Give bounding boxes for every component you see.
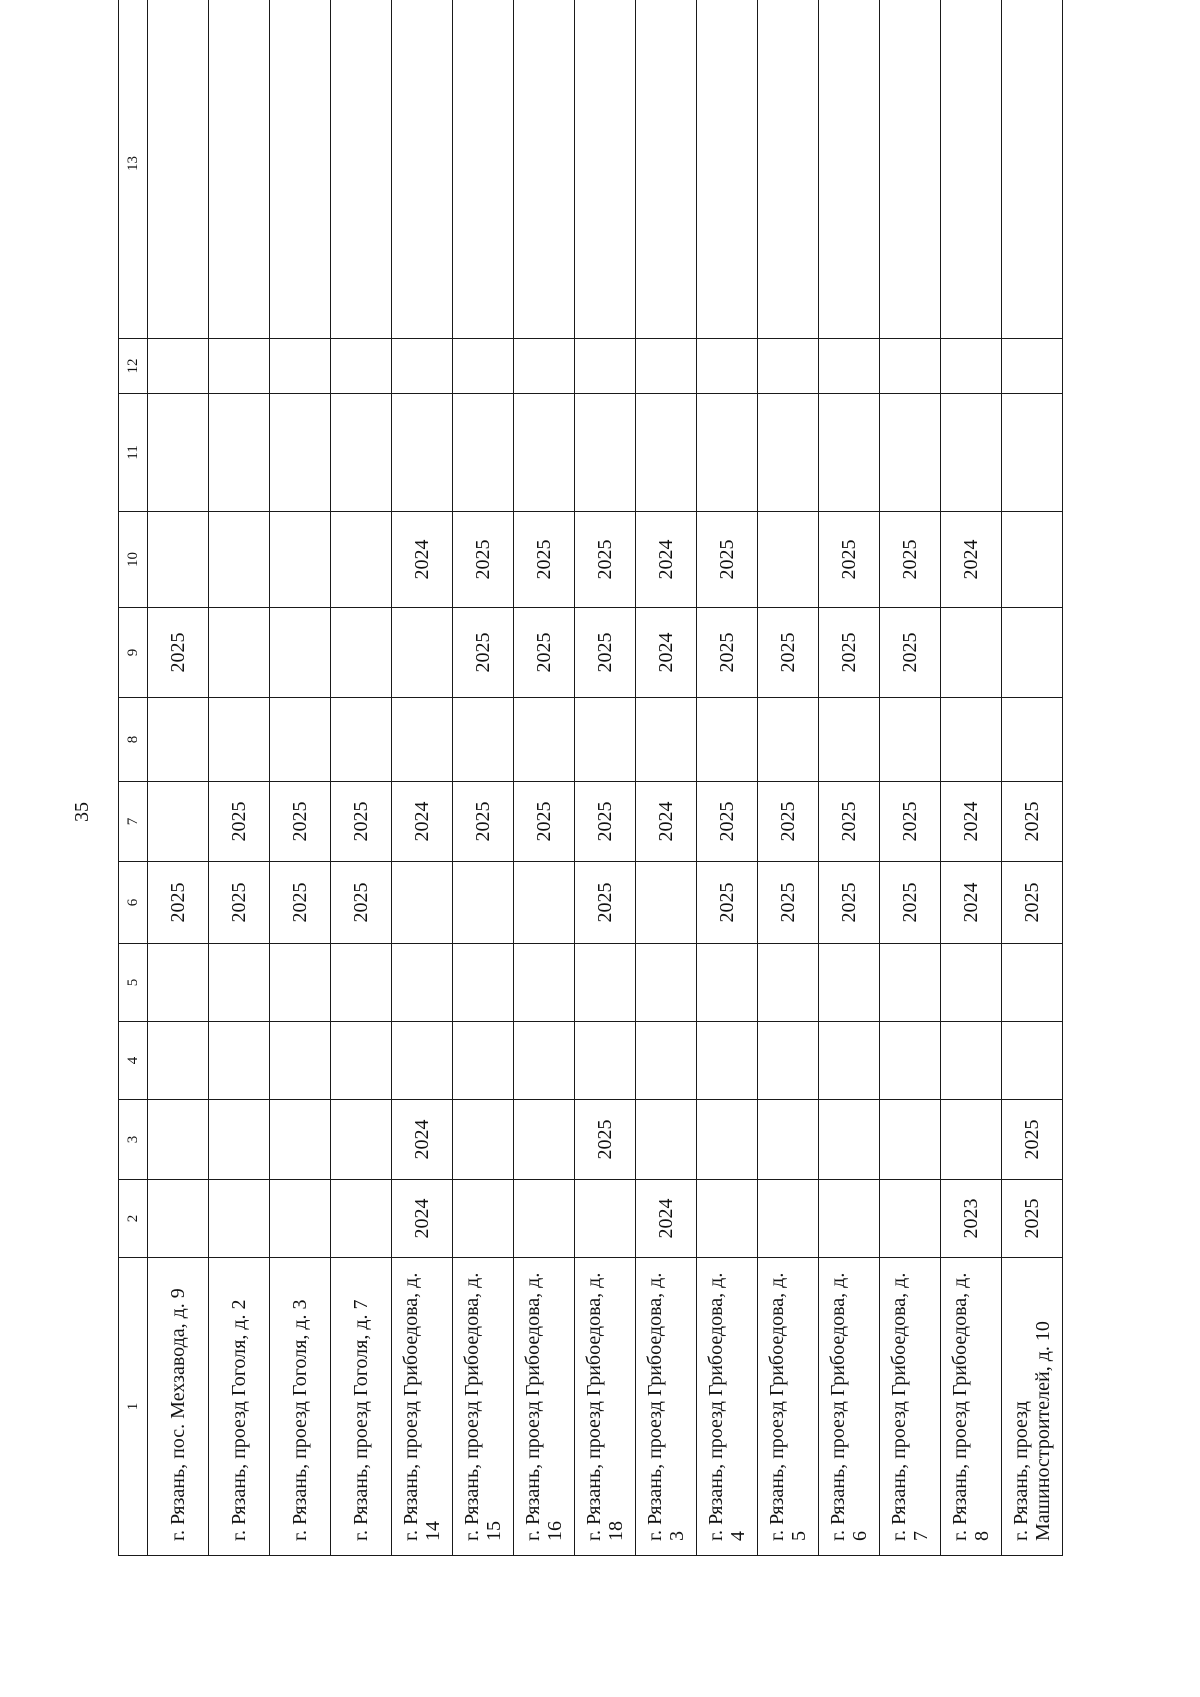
year-cell-col-6 <box>514 862 575 944</box>
address-cell: г. Рязань, проезд Гоголя, д. 2 <box>209 1258 270 1556</box>
year-cell-col-10: 2024 <box>636 512 697 608</box>
year-cell-col-2 <box>758 1180 819 1258</box>
year-cell-col-8 <box>270 698 331 782</box>
year-cell-col-12 <box>392 339 453 394</box>
column-header-4: 4 <box>119 1022 148 1100</box>
year-cell-col-2: 2024 <box>636 1180 697 1258</box>
repair-schedule-table <box>118 0 1063 1556</box>
column-header-10: 10 <box>119 512 148 608</box>
table-body <box>119 0 1063 1556</box>
year-cell-col-13 <box>758 0 819 339</box>
year-cell-col-11 <box>148 394 209 512</box>
year-cell-col-7: 2025 <box>758 782 819 862</box>
year-cell-col-7: 2025 <box>514 782 575 862</box>
year-cell-col-8 <box>697 698 758 782</box>
address-cell: г. Рязань, проезд Грибоедова, д. 8 <box>941 1258 1002 1556</box>
address-cell: г. Рязань, проезд Грибоедова, д. 4 <box>697 1258 758 1556</box>
year-cell-col-6: 2025 <box>758 862 819 944</box>
year-cell-col-11 <box>209 394 270 512</box>
year-cell-col-9 <box>209 608 270 698</box>
year-cell-col-5 <box>880 944 941 1022</box>
year-cell-col-10: 2025 <box>514 512 575 608</box>
year-cell-col-8 <box>1002 698 1063 782</box>
address-cell: г. Рязань, проезд Грибоедова, д. 18 <box>575 1258 636 1556</box>
header-row <box>119 0 148 1556</box>
column-header-11: 11 <box>119 394 148 512</box>
table-row <box>1002 0 1063 1556</box>
year-cell-col-7: 2025 <box>697 782 758 862</box>
year-cell-col-13 <box>819 0 880 339</box>
year-cell-col-10: 2024 <box>941 512 1002 608</box>
year-cell-col-9: 2025 <box>880 608 941 698</box>
year-cell-col-8 <box>575 698 636 782</box>
year-cell-col-11 <box>941 394 1002 512</box>
year-cell-col-10: 2025 <box>819 512 880 608</box>
year-cell-col-2 <box>331 1180 392 1258</box>
year-cell-col-9 <box>941 608 1002 698</box>
year-cell-col-3: 2025 <box>1002 1100 1063 1180</box>
address-cell: г. Рязань, проезд Грибоедова, д. 14 <box>392 1258 453 1556</box>
year-cell-col-6 <box>453 862 514 944</box>
year-cell-col-6: 2025 <box>1002 862 1063 944</box>
year-cell-col-5 <box>209 944 270 1022</box>
year-cell-col-4 <box>1002 1022 1063 1100</box>
year-cell-col-5 <box>1002 944 1063 1022</box>
year-cell-col-12 <box>270 339 331 394</box>
year-cell-col-8 <box>880 698 941 782</box>
year-cell-col-7: 2024 <box>392 782 453 862</box>
year-cell-col-5 <box>270 944 331 1022</box>
year-cell-col-2 <box>819 1180 880 1258</box>
year-cell-col-9: 2025 <box>758 608 819 698</box>
column-header-3: 3 <box>119 1100 148 1180</box>
table-row <box>941 0 1002 1556</box>
year-cell-col-13 <box>331 0 392 339</box>
year-cell-col-12 <box>575 339 636 394</box>
year-cell-col-3 <box>758 1100 819 1180</box>
year-cell-col-6: 2025 <box>575 862 636 944</box>
year-cell-col-3 <box>819 1100 880 1180</box>
year-cell-col-12 <box>1002 339 1063 394</box>
year-cell-col-11 <box>453 394 514 512</box>
year-cell-col-5 <box>331 944 392 1022</box>
year-cell-col-5 <box>575 944 636 1022</box>
year-cell-col-4 <box>758 1022 819 1100</box>
year-cell-col-10 <box>209 512 270 608</box>
year-cell-col-10: 2025 <box>575 512 636 608</box>
year-cell-col-6 <box>392 862 453 944</box>
column-header-8: 8 <box>119 698 148 782</box>
column-header-7: 7 <box>119 782 148 862</box>
year-cell-col-4 <box>819 1022 880 1100</box>
year-cell-col-10 <box>758 512 819 608</box>
year-cell-col-4 <box>148 1022 209 1100</box>
year-cell-col-11 <box>697 394 758 512</box>
year-cell-col-13 <box>270 0 331 339</box>
year-cell-col-12 <box>697 339 758 394</box>
address-cell: г. Рязань, проезд Грибоедова, д. 16 <box>514 1258 575 1556</box>
year-cell-col-2 <box>880 1180 941 1258</box>
year-cell-col-12 <box>758 339 819 394</box>
year-cell-col-11 <box>880 394 941 512</box>
year-cell-col-3 <box>880 1100 941 1180</box>
year-cell-col-11 <box>758 394 819 512</box>
year-cell-col-13 <box>148 0 209 339</box>
year-cell-col-7: 2025 <box>819 782 880 862</box>
year-cell-col-13 <box>941 0 1002 339</box>
year-cell-col-3 <box>209 1100 270 1180</box>
year-cell-col-7: 2025 <box>331 782 392 862</box>
year-cell-col-2 <box>148 1180 209 1258</box>
year-cell-col-6: 2025 <box>148 862 209 944</box>
year-cell-col-3 <box>453 1100 514 1180</box>
year-cell-col-5 <box>392 944 453 1022</box>
year-cell-col-10: 2025 <box>453 512 514 608</box>
year-cell-col-9 <box>331 608 392 698</box>
column-header-9: 9 <box>119 608 148 698</box>
year-cell-col-4 <box>270 1022 331 1100</box>
year-cell-col-11 <box>819 394 880 512</box>
year-cell-col-5 <box>453 944 514 1022</box>
year-cell-col-4 <box>880 1022 941 1100</box>
year-cell-col-4 <box>636 1022 697 1100</box>
column-header-13: 13 <box>119 0 148 339</box>
address-cell: г. Рязань, проезд Грибоедова, д. 6 <box>819 1258 880 1556</box>
address-cell: г. Рязань, проезд Грибоедова, д. 5 <box>758 1258 819 1556</box>
column-header-1: 1 <box>119 1258 148 1556</box>
year-cell-col-4 <box>697 1022 758 1100</box>
column-header-2: 2 <box>119 1180 148 1258</box>
column-header-6: 6 <box>119 862 148 944</box>
year-cell-col-9: 2025 <box>575 608 636 698</box>
year-cell-col-12 <box>514 339 575 394</box>
year-cell-col-7: 2025 <box>453 782 514 862</box>
year-cell-col-3 <box>270 1100 331 1180</box>
year-cell-col-3: 2024 <box>392 1100 453 1180</box>
year-cell-col-9: 2025 <box>819 608 880 698</box>
year-cell-col-12 <box>148 339 209 394</box>
table-row <box>148 0 209 1556</box>
column-header-5: 5 <box>119 944 148 1022</box>
year-cell-col-4 <box>331 1022 392 1100</box>
table-row <box>636 0 697 1556</box>
table-row <box>575 0 636 1556</box>
year-cell-col-12 <box>453 339 514 394</box>
year-cell-col-12 <box>636 339 697 394</box>
year-cell-col-5 <box>636 944 697 1022</box>
year-cell-col-6: 2024 <box>941 862 1002 944</box>
year-cell-col-5 <box>819 944 880 1022</box>
year-cell-col-7: 2024 <box>636 782 697 862</box>
year-cell-col-8 <box>514 698 575 782</box>
year-cell-col-10 <box>270 512 331 608</box>
year-cell-col-2: 2025 <box>1002 1180 1063 1258</box>
year-cell-col-13 <box>880 0 941 339</box>
year-cell-col-8 <box>758 698 819 782</box>
year-cell-col-13 <box>453 0 514 339</box>
year-cell-col-10: 2024 <box>392 512 453 608</box>
year-cell-col-8 <box>819 698 880 782</box>
table-row <box>209 0 270 1556</box>
table-row <box>453 0 514 1556</box>
year-cell-col-2 <box>514 1180 575 1258</box>
table-row <box>758 0 819 1556</box>
year-cell-col-8 <box>209 698 270 782</box>
address-cell: г. Рязань, проезд Машиностроителей, д. 10 <box>1002 1258 1063 1556</box>
year-cell-col-8 <box>941 698 1002 782</box>
year-cell-col-11 <box>270 394 331 512</box>
table-row <box>270 0 331 1556</box>
table-row <box>514 0 575 1556</box>
year-cell-col-7: 2025 <box>880 782 941 862</box>
year-cell-col-3 <box>514 1100 575 1180</box>
year-cell-col-3 <box>636 1100 697 1180</box>
year-cell-col-9: 2024 <box>636 608 697 698</box>
year-cell-col-11 <box>392 394 453 512</box>
year-cell-col-9: 2025 <box>453 608 514 698</box>
year-cell-col-12 <box>331 339 392 394</box>
rotated-table-wrapper <box>118 89 1078 1556</box>
year-cell-col-5 <box>758 944 819 1022</box>
year-cell-col-2 <box>697 1180 758 1258</box>
year-cell-col-4 <box>209 1022 270 1100</box>
year-cell-col-7 <box>148 782 209 862</box>
address-cell: г. Рязань, проезд Грибоедова, д. 3 <box>636 1258 697 1556</box>
address-cell: г. Рязань, пос. Мехзавода, д. 9 <box>148 1258 209 1556</box>
year-cell-col-13 <box>697 0 758 339</box>
table-row <box>697 0 758 1556</box>
year-cell-col-10 <box>331 512 392 608</box>
column-header-12: 12 <box>119 339 148 394</box>
year-cell-col-10 <box>148 512 209 608</box>
year-cell-col-2 <box>209 1180 270 1258</box>
year-cell-col-9 <box>392 608 453 698</box>
year-cell-col-2: 2024 <box>392 1180 453 1258</box>
year-cell-col-4 <box>453 1022 514 1100</box>
year-cell-col-12 <box>209 339 270 394</box>
year-cell-col-4 <box>575 1022 636 1100</box>
year-cell-col-13 <box>514 0 575 339</box>
year-cell-col-9 <box>270 608 331 698</box>
address-cell: г. Рязань, проезд Грибоедова, д. 15 <box>453 1258 514 1556</box>
year-cell-col-13 <box>1002 0 1063 339</box>
year-cell-col-8 <box>453 698 514 782</box>
year-cell-col-9 <box>1002 608 1063 698</box>
year-cell-col-6: 2025 <box>819 862 880 944</box>
table-row <box>819 0 880 1556</box>
year-cell-col-12 <box>819 339 880 394</box>
year-cell-col-13 <box>209 0 270 339</box>
table-row <box>880 0 941 1556</box>
year-cell-col-9: 2025 <box>514 608 575 698</box>
year-cell-col-6: 2025 <box>331 862 392 944</box>
year-cell-col-10 <box>1002 512 1063 608</box>
year-cell-col-5 <box>941 944 1002 1022</box>
year-cell-col-3 <box>331 1100 392 1180</box>
year-cell-col-11 <box>514 394 575 512</box>
address-cell: г. Рязань, проезд Грибоедова, д. 7 <box>880 1258 941 1556</box>
year-cell-col-6: 2025 <box>209 862 270 944</box>
year-cell-col-4 <box>392 1022 453 1100</box>
year-cell-col-4 <box>941 1022 1002 1100</box>
year-cell-col-8 <box>392 698 453 782</box>
address-cell: г. Рязань, проезд Гоголя, д. 3 <box>270 1258 331 1556</box>
year-cell-col-6: 2025 <box>697 862 758 944</box>
year-cell-col-12 <box>941 339 1002 394</box>
year-cell-col-11 <box>636 394 697 512</box>
year-cell-col-2: 2023 <box>941 1180 1002 1258</box>
year-cell-col-7: 2025 <box>270 782 331 862</box>
year-cell-col-5 <box>148 944 209 1022</box>
year-cell-col-3 <box>697 1100 758 1180</box>
year-cell-col-7: 2025 <box>1002 782 1063 862</box>
year-cell-col-3 <box>941 1100 1002 1180</box>
year-cell-col-2 <box>575 1180 636 1258</box>
year-cell-col-13 <box>575 0 636 339</box>
year-cell-col-5 <box>697 944 758 1022</box>
year-cell-col-6: 2025 <box>880 862 941 944</box>
year-cell-col-6 <box>636 862 697 944</box>
year-cell-col-13 <box>392 0 453 339</box>
year-cell-col-2 <box>453 1180 514 1258</box>
year-cell-col-11 <box>1002 394 1063 512</box>
year-cell-col-7: 2025 <box>575 782 636 862</box>
year-cell-col-8 <box>636 698 697 782</box>
year-cell-col-12 <box>880 339 941 394</box>
address-cell: г. Рязань, проезд Гоголя, д. 7 <box>331 1258 392 1556</box>
year-cell-col-13 <box>636 0 697 339</box>
year-cell-col-4 <box>514 1022 575 1100</box>
year-cell-col-9: 2025 <box>697 608 758 698</box>
year-cell-col-11 <box>331 394 392 512</box>
year-cell-col-5 <box>514 944 575 1022</box>
year-cell-col-3 <box>148 1100 209 1180</box>
year-cell-col-9: 2025 <box>148 608 209 698</box>
page-number: 35 <box>71 802 93 822</box>
year-cell-col-7: 2024 <box>941 782 1002 862</box>
year-cell-col-8 <box>148 698 209 782</box>
year-cell-col-8 <box>331 698 392 782</box>
year-cell-col-7: 2025 <box>209 782 270 862</box>
year-cell-col-3: 2025 <box>575 1100 636 1180</box>
year-cell-col-11 <box>575 394 636 512</box>
table-row <box>331 0 392 1556</box>
year-cell-col-6: 2025 <box>270 862 331 944</box>
table-row <box>392 0 453 1556</box>
year-cell-col-10: 2025 <box>697 512 758 608</box>
year-cell-col-2 <box>270 1180 331 1258</box>
year-cell-col-10: 2025 <box>880 512 941 608</box>
